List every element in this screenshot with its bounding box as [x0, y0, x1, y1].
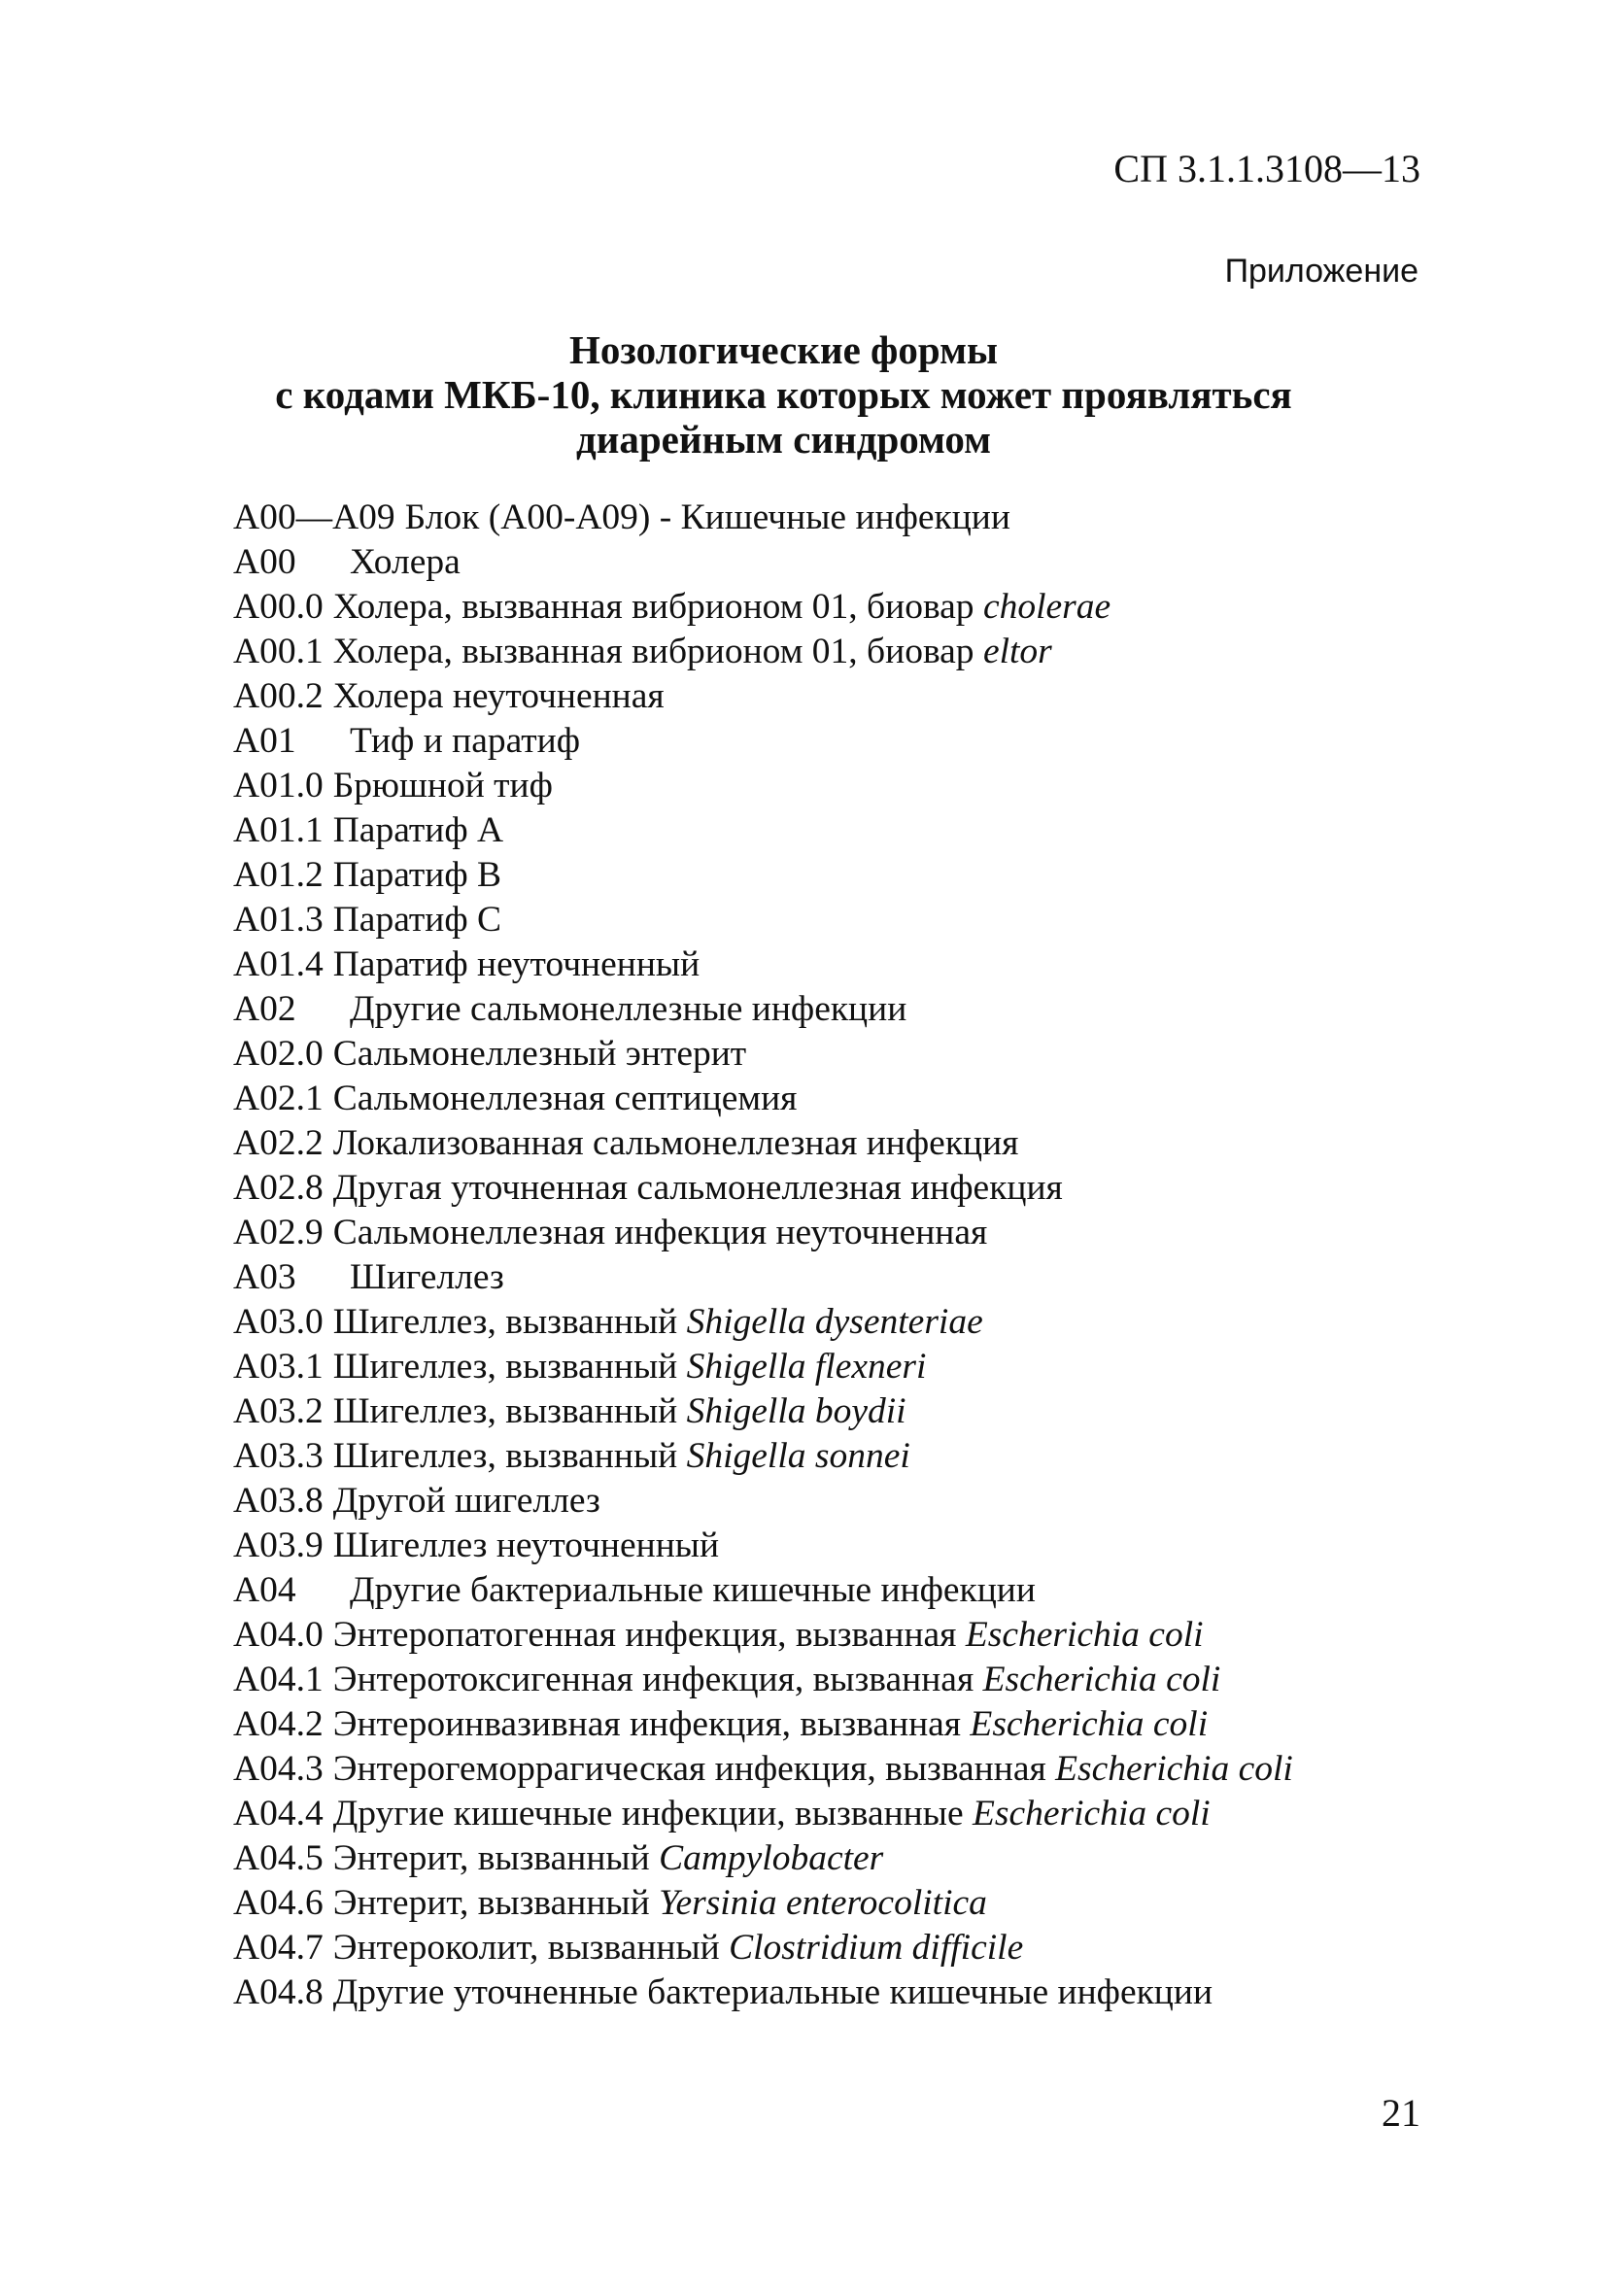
page-number: 21: [1382, 2091, 1420, 2135]
icd-description: Другие сальмонеллезные инфекции: [350, 989, 907, 1029]
appendix-label: Приложение: [1224, 253, 1418, 290]
icd-code: А03.9: [233, 1525, 324, 1565]
icd-description: Шигеллез неуточненный: [332, 1525, 720, 1565]
icd-description: Паратиф В: [332, 855, 502, 895]
icd-code: А04.6: [233, 1883, 324, 1923]
icd-entry: [233, 1077, 1496, 1121]
icd-code: А02.9: [233, 1213, 324, 1252]
icd-entry: [233, 1255, 1496, 1300]
pathogen-name: Shigella boydii: [686, 1391, 906, 1431]
icd-description: Шигеллез, вызванный: [332, 1302, 687, 1342]
icd-code: А03.3: [233, 1436, 324, 1476]
icd-entry: [233, 1926, 1496, 1970]
icd-entry: [233, 630, 1496, 674]
icd-description: Энтерит, вызванный: [332, 1838, 660, 1878]
icd-entry: [233, 1836, 1496, 1881]
pathogen-name: Campylobacter: [659, 1838, 884, 1878]
icd-code: А04.4: [233, 1794, 324, 1833]
icd-code: А01.2: [233, 855, 324, 895]
icd-code: А02.2: [233, 1123, 324, 1163]
icd-entry: [233, 1032, 1496, 1077]
icd-entry: [233, 1524, 1496, 1568]
icd-code: А00.0: [233, 587, 324, 627]
icd-description: Энтерит, вызванный: [332, 1883, 660, 1923]
icd-description: Энтеротоксигенная инфекция, вызванная: [332, 1660, 983, 1699]
icd-description: Энтерогеморрагическая инфекция, вызванная: [332, 1749, 1056, 1789]
icd-description: Шигеллез, вызванный: [332, 1347, 687, 1387]
icd-entry: [233, 496, 1496, 540]
icd-code: А01.1: [233, 810, 324, 850]
pathogen-name: eltor: [982, 632, 1052, 671]
pathogen-name: Escherichia coli: [1055, 1749, 1293, 1789]
icd-description: Шигеллез: [350, 1257, 504, 1297]
icd-code: А03.8: [233, 1481, 324, 1521]
document-code: СП 3.1.1.3108—13: [1113, 147, 1420, 190]
icd-entry: [233, 1613, 1496, 1658]
icd-entry: [233, 1881, 1496, 1926]
icd-code: А04: [233, 1570, 296, 1610]
page-title: [0, 327, 1567, 462]
icd-description: Сальмонеллезная инфекция неуточненная: [332, 1213, 988, 1252]
icd-code: А04.1: [233, 1660, 324, 1699]
icd-code: А04.5: [233, 1838, 324, 1878]
icd-code: А04.0: [233, 1615, 324, 1655]
icd-description: Холера неуточненная: [332, 676, 665, 716]
icd-description: Блок (А00-А09) - Кишечные инфекции: [404, 497, 1010, 537]
icd-description: Сальмонеллезная септицемия: [332, 1079, 798, 1118]
icd-description: Локализованная сальмонеллезная инфекция: [332, 1123, 1019, 1163]
icd-entry: [233, 942, 1496, 987]
icd-description: Другие уточненные бактериальные кишечные инфекции: [332, 1972, 1213, 2012]
icd-entry: [233, 1389, 1496, 1434]
icd-entry: [233, 853, 1496, 898]
icd-code: А01.4: [233, 944, 324, 984]
icd-description: Энтероинвазивная инфекция, вызванная: [332, 1704, 971, 1744]
icd-code: А03.2: [233, 1391, 324, 1431]
icd-description: Холера: [350, 542, 461, 582]
icd-description: Сальмонеллезный энтерит: [332, 1034, 747, 1074]
icd-code-list: [233, 496, 1496, 2015]
pathogen-name: Escherichia coli: [970, 1704, 1209, 1744]
icd-description: Другие бактериальные кишечные инфекции: [350, 1570, 1036, 1610]
icd-code: А04.2: [233, 1704, 324, 1744]
icd-entry: [233, 1300, 1496, 1345]
icd-entry: [233, 1792, 1496, 1836]
icd-code: А01.3: [233, 900, 324, 940]
icd-code: А00: [233, 542, 296, 582]
pathogen-name: Yersinia enterocolitica: [659, 1883, 987, 1923]
icd-code: А04.7: [233, 1928, 324, 1968]
icd-entry: [233, 987, 1496, 1032]
icd-code: А02: [233, 989, 296, 1029]
icd-description: Холера, вызванная вибрионом 01, биовар: [332, 632, 983, 671]
icd-code: А00.1: [233, 632, 324, 671]
icd-entry: [233, 674, 1496, 719]
icd-entry: [233, 540, 1496, 585]
icd-entry: [233, 1568, 1496, 1613]
icd-description: Другие кишечные инфекции, вызванные: [332, 1794, 973, 1833]
pathogen-name: Escherichia coli: [965, 1615, 1204, 1655]
icd-entry: [233, 1479, 1496, 1524]
icd-description: Тиф и паратиф: [350, 721, 581, 761]
icd-entry: [233, 1970, 1496, 2015]
icd-entry: [233, 585, 1496, 630]
icd-description: Энтероколит, вызванный: [332, 1928, 730, 1968]
icd-code: А03.1: [233, 1347, 324, 1387]
icd-entry: [233, 1434, 1496, 1479]
title-line-3: диарейным синдромом: [575, 417, 992, 462]
icd-entry: [233, 719, 1496, 764]
pathogen-name: Shigella flexneri: [686, 1347, 927, 1387]
icd-code: А02.8: [233, 1168, 324, 1208]
icd-code: А04.3: [233, 1749, 324, 1789]
pathogen-name: cholerae: [982, 587, 1111, 627]
icd-code: А04.8: [233, 1972, 324, 2012]
icd-code: А01.0: [233, 766, 324, 805]
icd-code: А03.0: [233, 1302, 324, 1342]
icd-entry: [233, 1702, 1496, 1747]
icd-description: Энтеропатогенная инфекция, вызванная: [332, 1615, 966, 1655]
icd-entry: [233, 1121, 1496, 1166]
icd-entry: [233, 1166, 1496, 1211]
icd-code: А03: [233, 1257, 296, 1297]
icd-description: Другая уточненная сальмонеллезная инфекция: [332, 1168, 1063, 1208]
icd-code: А02.1: [233, 1079, 324, 1118]
icd-code: А00—А09: [233, 497, 395, 537]
pathogen-name: Escherichia coli: [982, 1660, 1221, 1699]
icd-description: Паратиф неуточненный: [332, 944, 700, 984]
pathogen-name: Shigella dysenteriae: [686, 1302, 983, 1342]
icd-description: Брюшной тиф: [332, 766, 553, 805]
icd-description: Паратиф А: [332, 810, 504, 850]
icd-code: А00.2: [233, 676, 324, 716]
icd-entry: [233, 1345, 1496, 1389]
icd-description: Паратиф С: [332, 900, 502, 940]
icd-description: Шигеллез, вызванный: [332, 1436, 687, 1476]
icd-code: А01: [233, 721, 296, 761]
icd-entry: [233, 764, 1496, 808]
icd-code: А02.0: [233, 1034, 324, 1074]
title-line-2: с кодами МКБ-10, клиника которых может проявляться: [275, 372, 1292, 417]
icd-description: Шигеллез, вызванный: [332, 1391, 687, 1431]
pathogen-name: Clostridium difficile: [729, 1928, 1024, 1968]
pathogen-name: Shigella sonnei: [686, 1436, 910, 1476]
icd-description: Холера, вызванная вибрионом 01, биовар: [332, 587, 983, 627]
pathogen-name: Escherichia coli: [972, 1794, 1211, 1833]
icd-entry: [233, 898, 1496, 942]
icd-entry: [233, 1211, 1496, 1255]
icd-entry: [233, 1658, 1496, 1702]
icd-entry: [233, 1747, 1496, 1792]
title-line-1: Нозологические формы: [568, 327, 999, 372]
icd-description: Другой шигеллез: [332, 1481, 600, 1521]
icd-entry: [233, 808, 1496, 853]
